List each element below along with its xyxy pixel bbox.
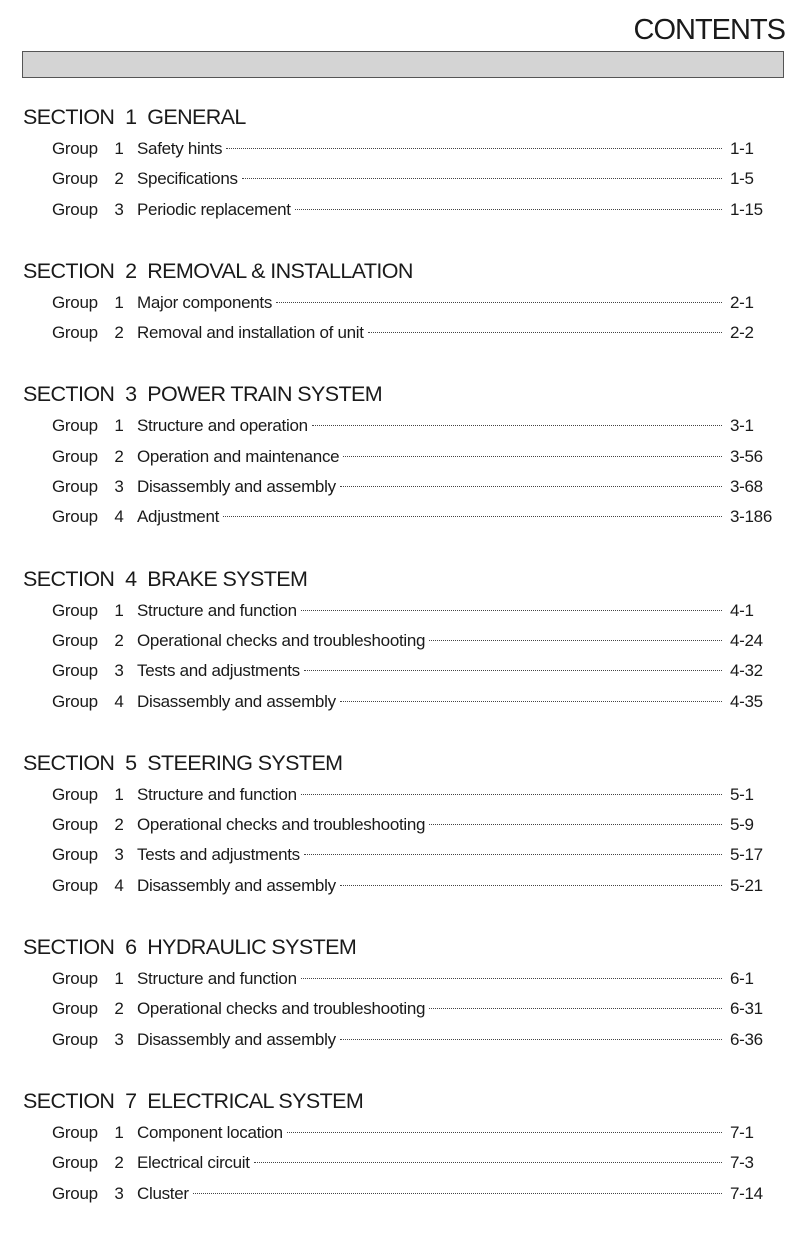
section-heading[interactable]: SECTION 3 POWER TRAIN SYSTEM bbox=[23, 382, 383, 407]
group-label: Group bbox=[52, 416, 98, 436]
dot-leader bbox=[226, 148, 722, 149]
group-number: 1 bbox=[114, 139, 124, 158]
toc-entry[interactable] bbox=[52, 134, 768, 164]
dot-leader bbox=[340, 1039, 722, 1040]
page-number: 5-21 bbox=[730, 875, 763, 895]
toc-entry[interactable] bbox=[52, 656, 768, 686]
dot-leader bbox=[312, 425, 722, 426]
toc-entry[interactable] bbox=[52, 1179, 768, 1209]
entry-title: Major components bbox=[137, 292, 273, 312]
group-number: 3 bbox=[114, 661, 124, 681]
page-number: 7-3 bbox=[730, 1153, 754, 1173]
toc-entry[interactable] bbox=[52, 472, 768, 502]
group-number: 3 bbox=[114, 1029, 124, 1049]
dot-leader bbox=[301, 610, 722, 611]
group-number: 1 bbox=[114, 600, 124, 620]
page-number: 4-32 bbox=[730, 661, 763, 681]
toc-entry[interactable] bbox=[52, 994, 768, 1024]
page-number: 7-14 bbox=[730, 1183, 763, 1203]
group-number: 3 bbox=[114, 845, 124, 865]
group-label: Group bbox=[52, 139, 98, 158]
toc-entry[interactable] bbox=[52, 195, 768, 225]
dot-leader bbox=[343, 456, 722, 457]
section-heading[interactable]: SECTION 1 GENERAL bbox=[23, 105, 246, 129]
title-bar bbox=[22, 51, 784, 78]
group-label: Group bbox=[52, 845, 98, 865]
entry-title: Disassembly and assembly bbox=[137, 1029, 336, 1049]
dot-leader bbox=[301, 794, 722, 795]
entry-title: Removal and installation of unit bbox=[137, 323, 364, 343]
entry-title: Operational checks and troubleshooting bbox=[137, 630, 426, 650]
group-number: 4 bbox=[114, 691, 124, 711]
entry-title: Electrical circuit bbox=[137, 1153, 250, 1173]
dot-leader bbox=[295, 209, 722, 210]
group-label: Group bbox=[52, 1122, 98, 1142]
entry-title: Tests and adjustments bbox=[137, 661, 300, 681]
entry-title: Operation and maintenance bbox=[137, 446, 340, 466]
group-label: Group bbox=[52, 507, 98, 527]
page-number: 1-1 bbox=[730, 139, 754, 158]
toc-entry[interactable] bbox=[52, 318, 768, 348]
page-title: CONTENTS bbox=[633, 14, 785, 46]
toc-entry[interactable] bbox=[52, 164, 768, 194]
group-number: 3 bbox=[114, 1183, 124, 1203]
dot-leader bbox=[223, 516, 722, 517]
dot-leader bbox=[287, 1132, 722, 1133]
toc-section bbox=[0, 254, 808, 349]
group-number: 4 bbox=[114, 875, 124, 895]
toc-section bbox=[0, 1084, 808, 1209]
entry-title: Tests and adjustments bbox=[137, 845, 300, 865]
toc-entry[interactable] bbox=[52, 288, 768, 318]
page-number: 3-186 bbox=[730, 507, 772, 527]
group-label: Group bbox=[52, 1183, 98, 1203]
entry-title: Disassembly and assembly bbox=[137, 875, 336, 895]
dot-leader bbox=[301, 978, 722, 979]
toc-section bbox=[0, 746, 808, 901]
dot-leader bbox=[368, 332, 722, 333]
entry-title: Structure and function bbox=[137, 600, 297, 620]
group-number: 2 bbox=[114, 323, 124, 343]
group-number: 1 bbox=[114, 784, 124, 804]
group-number: 1 bbox=[114, 416, 124, 436]
group-label: Group bbox=[52, 969, 98, 989]
group-label: Group bbox=[52, 1153, 98, 1173]
dot-leader bbox=[340, 486, 722, 487]
group-label: Group bbox=[52, 875, 98, 895]
group-label: Group bbox=[52, 477, 98, 497]
dot-leader bbox=[429, 1008, 722, 1009]
group-label: Group bbox=[52, 661, 98, 681]
page-number: 6-36 bbox=[730, 1029, 763, 1049]
page-number: 3-1 bbox=[730, 416, 754, 436]
toc-entry[interactable] bbox=[52, 1025, 768, 1055]
toc-entry[interactable] bbox=[52, 1148, 768, 1178]
group-label: Group bbox=[52, 1029, 98, 1049]
group-number: 1 bbox=[114, 969, 124, 989]
page-number: 2-2 bbox=[730, 323, 754, 343]
entry-title: Structure and operation bbox=[137, 416, 308, 436]
group-number: 2 bbox=[114, 999, 124, 1019]
entry-title: Operational checks and troubleshooting bbox=[137, 999, 426, 1019]
entry-title: Structure and function bbox=[137, 969, 297, 989]
entry-title: Periodic replacement bbox=[137, 199, 291, 219]
toc-section bbox=[0, 377, 808, 532]
dot-leader bbox=[304, 854, 722, 855]
group-label: Group bbox=[52, 600, 98, 620]
group-number: 3 bbox=[114, 199, 124, 219]
group-number: 2 bbox=[114, 815, 124, 835]
page-number: 6-1 bbox=[730, 969, 754, 989]
group-number: 2 bbox=[114, 1153, 124, 1173]
page-number: 7-1 bbox=[730, 1122, 754, 1142]
dot-leader bbox=[254, 1162, 722, 1163]
group-label: Group bbox=[52, 199, 98, 219]
section-heading[interactable]: SECTION 2 REMOVAL & INSTALLATION bbox=[23, 258, 413, 283]
group-label: Group bbox=[52, 169, 98, 189]
page-number: 3-56 bbox=[730, 446, 763, 466]
entry-title: Structure and function bbox=[137, 784, 297, 804]
group-number: 1 bbox=[114, 1122, 124, 1142]
toc-entry[interactable] bbox=[52, 871, 768, 901]
dot-leader bbox=[242, 178, 722, 179]
group-label: Group bbox=[52, 323, 98, 343]
group-label: Group bbox=[52, 446, 98, 466]
toc-entry[interactable] bbox=[52, 810, 768, 840]
entry-title: Operational checks and troubleshooting bbox=[137, 815, 426, 835]
dot-leader bbox=[340, 701, 722, 702]
entry-title: Safety hints bbox=[137, 139, 223, 158]
page-number: 4-35 bbox=[730, 691, 763, 711]
toc-section bbox=[0, 100, 808, 225]
dot-leader bbox=[429, 824, 722, 825]
entry-title: Disassembly and assembly bbox=[137, 691, 336, 711]
page-number: 1-15 bbox=[730, 199, 763, 219]
group-label: Group bbox=[52, 999, 98, 1019]
toc-entry[interactable] bbox=[52, 840, 768, 870]
toc-entry[interactable] bbox=[52, 411, 768, 441]
toc-entry[interactable] bbox=[52, 596, 768, 626]
group-label: Group bbox=[52, 815, 98, 835]
group-label: Group bbox=[52, 630, 98, 650]
toc-entry[interactable] bbox=[52, 626, 768, 656]
group-number: 3 bbox=[114, 477, 124, 497]
group-number: 1 bbox=[114, 292, 124, 312]
toc-entry[interactable] bbox=[52, 687, 768, 717]
page-number: 5-9 bbox=[730, 815, 754, 835]
page-number: 6-31 bbox=[730, 999, 763, 1019]
dot-leader bbox=[340, 885, 722, 886]
dot-leader bbox=[429, 640, 722, 641]
toc-entry[interactable] bbox=[52, 1118, 768, 1148]
page-number: 4-1 bbox=[730, 600, 754, 620]
group-label: Group bbox=[52, 292, 98, 312]
dot-leader bbox=[304, 670, 722, 671]
entry-title: Disassembly and assembly bbox=[137, 477, 336, 497]
entry-title: Cluster bbox=[137, 1183, 189, 1203]
section-heading[interactable]: SECTION 4 BRAKE SYSTEM bbox=[23, 566, 308, 591]
page-number: 5-1 bbox=[730, 784, 754, 804]
group-label: Group bbox=[52, 784, 98, 804]
section-heading[interactable]: SECTION 5 STEERING SYSTEM bbox=[23, 750, 343, 775]
page-number: 3-68 bbox=[730, 477, 763, 497]
section-heading[interactable]: SECTION 6 HYDRAULIC SYSTEM bbox=[23, 935, 357, 960]
section-heading[interactable]: SECTION 7 ELECTRICAL SYSTEM bbox=[23, 1088, 364, 1113]
table-of-contents bbox=[0, 100, 808, 1238]
dot-leader bbox=[276, 302, 722, 303]
group-label: Group bbox=[52, 691, 98, 711]
toc-section bbox=[0, 562, 808, 717]
toc-entry[interactable] bbox=[52, 442, 768, 472]
page-number: 5-17 bbox=[730, 845, 763, 865]
toc-section bbox=[0, 930, 808, 1055]
group-number: 2 bbox=[114, 446, 124, 466]
group-number: 2 bbox=[114, 630, 124, 650]
page-number: 4-24 bbox=[730, 630, 763, 650]
toc-entry[interactable] bbox=[52, 780, 768, 810]
group-number: 2 bbox=[114, 169, 124, 189]
toc-entry[interactable] bbox=[52, 502, 772, 532]
page-number: 1-5 bbox=[730, 169, 754, 189]
group-number: 4 bbox=[114, 507, 124, 527]
toc-entry[interactable] bbox=[52, 964, 768, 994]
entry-title: Specifications bbox=[137, 169, 238, 189]
page-number: 2-1 bbox=[730, 292, 754, 312]
dot-leader bbox=[193, 1193, 722, 1194]
entry-title: Adjustment bbox=[137, 507, 220, 527]
entry-title: Component location bbox=[137, 1122, 283, 1142]
